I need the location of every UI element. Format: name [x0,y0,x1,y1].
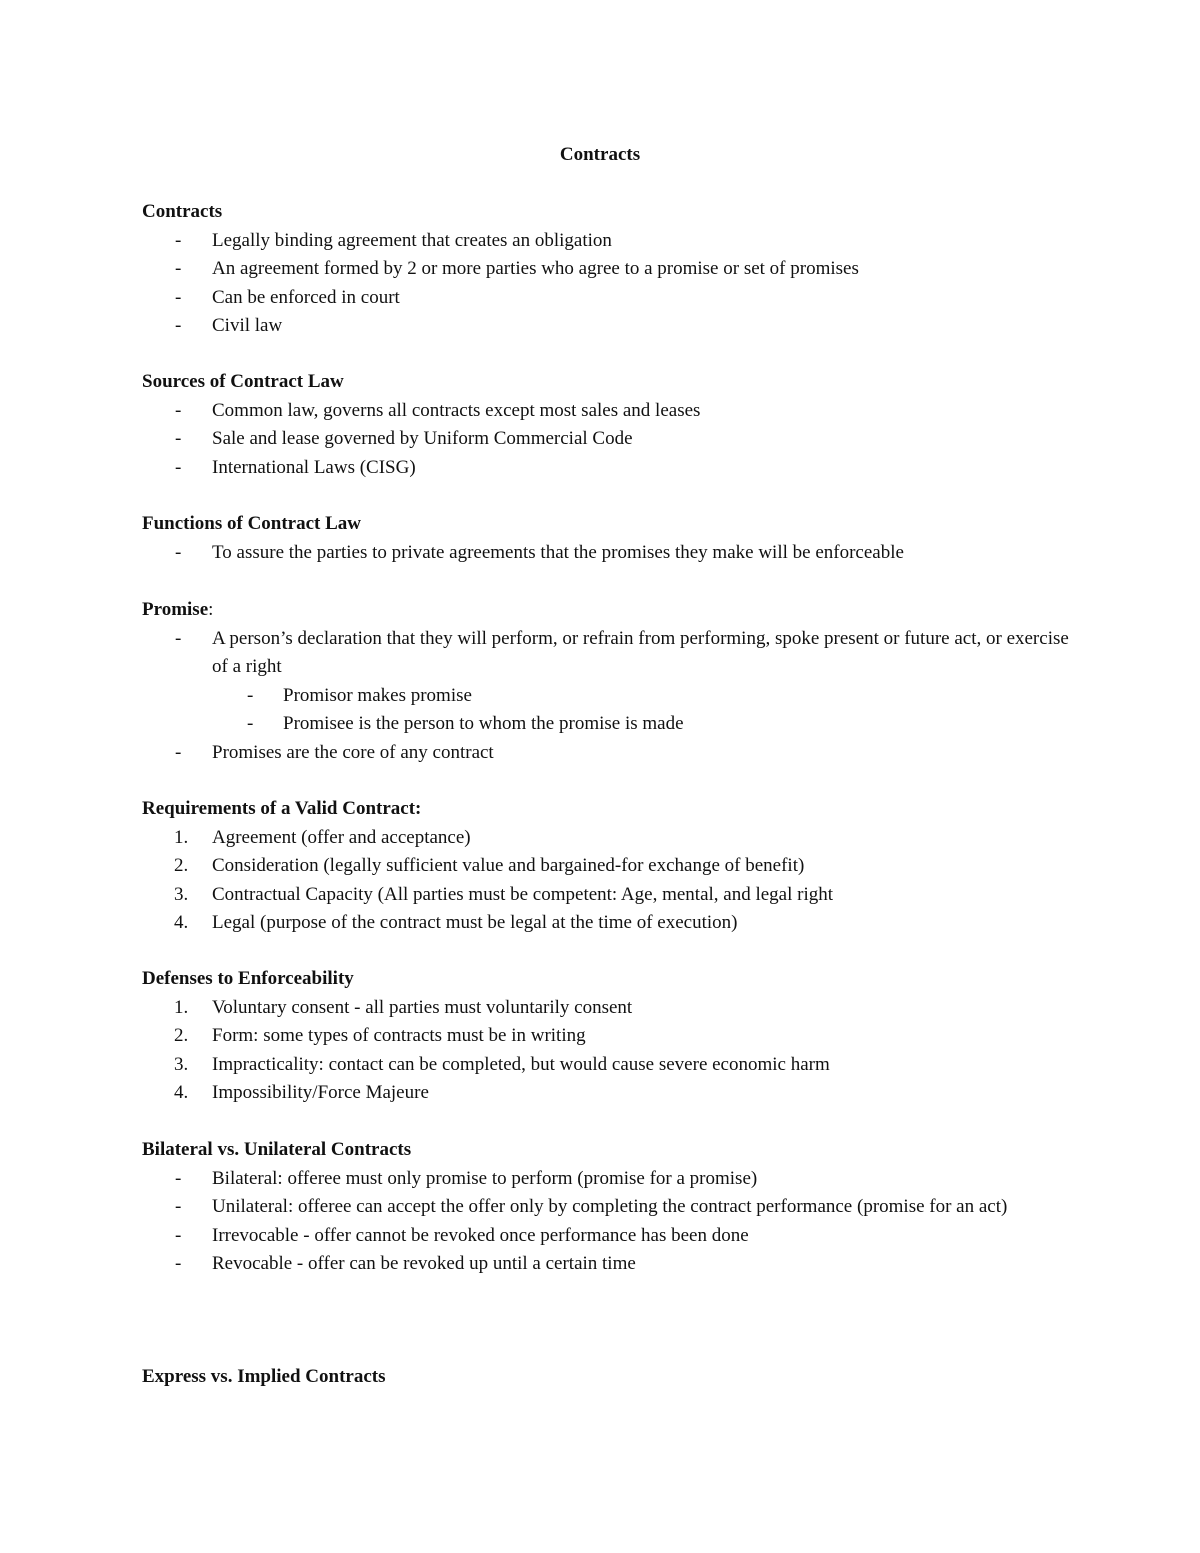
bullet-dash: - [247,713,254,734]
list-item [142,1222,1072,1251]
list-item [142,994,1072,1023]
list-item-text: Revocable - offer can be revoked up until a certain time [212,1253,636,1274]
bullet-dash: - [175,1196,182,1217]
list-item [142,255,1072,284]
list-item-text: Form: some types of contracts must be in writing [212,1025,586,1046]
bullet-dash: - [175,541,182,563]
section-heading: Express vs. Implied Contracts [142,1366,386,1387]
list-item-text: Irrevocable - offer cannot be revoked once performance has been done [212,1224,749,1246]
list-item [142,824,1072,853]
list-item-text: Legal (purpose of the contract must be legal at the time of execution) [212,912,738,933]
list-item [142,227,1072,256]
list-item-text: Civil law [212,315,283,336]
list-item-text: To assure the parties to private agreements that the promises they make will be enforceable [212,541,904,563]
section-heading-text: Promise [142,599,209,620]
list-item-text: Consideration (legally sufficient value and bargained-for exchange of benefit) [212,855,805,876]
section-defenses [142,965,1072,1108]
document-title: Contracts [559,144,641,165]
list-number: 1. [174,826,189,848]
list-item-text: Impracticality: contact can be completed, but would cause severe economic harm [212,1053,830,1075]
section-heading: Bilateral vs. Unilateral Contracts [142,1139,412,1160]
list-item [142,454,1072,483]
list-item [142,1250,1072,1279]
bullet-dash: - [175,315,182,336]
list-item-text: Unilateral: offeree can accept the offer only by completing the contract performance (promise for an act) [212,1196,1008,1217]
section-functions [142,510,1072,567]
list-item [142,312,1072,341]
list-item-text: Bilateral: offeree must only promise to perform (promise for a promise) [212,1167,758,1189]
sub-list-item [142,710,1072,739]
section-contracts [142,198,1072,341]
list-item-text: Common law, governs all contracts except most sales and leases [212,399,701,421]
list-number: 4. [174,912,189,933]
list-item [142,539,1072,568]
list-number: 3. [174,883,189,905]
bullet-dash: - [175,627,182,649]
list-item-text: Promisee is the person to whom the promise is made [283,713,684,734]
section-promise [142,596,1072,767]
list-item-text: Contractual Capacity (All parties must be competent: Age, mental, and legal right [212,883,834,905]
list-item-text: Sale and lease governed by Uniform Commercial Code [212,428,633,449]
list-item-text: Impossibility/Force Majeure [212,1082,429,1103]
bullet-dash: - [175,741,182,763]
list-number: 2. [174,1025,189,1046]
section-heading: Contracts [142,201,223,222]
list-number: 2. [174,855,189,876]
section-heading [142,596,1072,625]
list-item [142,909,1072,938]
list-item [142,739,1072,768]
list-item-text: An agreement formed by 2 or more parties who agree to a promise or set of promises [212,258,859,279]
bullet-dash: - [175,258,182,279]
list-item [142,1193,1072,1222]
list-item-text: A person’s declaration that they will perform, or refrain from performing, spoke present or future act, or exercise of a right [212,627,1069,677]
list-item-text: Promisor makes promise [283,684,472,706]
list-item-text: Voluntary consent - all parties must voluntarily consent [212,996,633,1018]
list-item [142,852,1072,881]
bullet-dash: - [175,286,182,308]
section-heading: Defenses to Enforceability [142,968,354,989]
list-item-text: Promises are the core of any contract [212,741,494,763]
bullet-dash: - [175,456,182,478]
list-item [142,1022,1072,1051]
bullet-dash: - [175,1253,182,1274]
list-number: 3. [174,1053,189,1075]
list-item [142,284,1072,313]
list-item [142,881,1072,910]
section-bilateral [142,1136,1072,1279]
bullet-dash: - [175,1224,182,1246]
list-item-text: Agreement (offer and acceptance) [212,826,471,848]
section-heading: Functions of Contract Law [142,513,362,534]
list-item [142,625,1072,682]
bullet-dash: - [175,428,182,449]
list-item [142,1079,1072,1108]
list-item [142,425,1072,454]
list-item-text: Can be enforced in court [212,286,400,308]
section-heading: Requirements of a Valid Contract: [142,798,422,819]
section-requirements [142,795,1072,938]
list-item-text: Legally binding agreement that creates an obligation [212,229,612,251]
section-heading: Sources of Contract Law [142,371,344,392]
section-heading-colon: : [208,599,214,620]
sub-list-item [142,682,1072,711]
list-item [142,397,1072,426]
list-number: 4. [174,1082,189,1103]
section-sources [142,368,1072,482]
bullet-dash: - [175,1167,182,1189]
list-number: 1. [174,996,189,1018]
list-item [142,1051,1072,1080]
bullet-dash: - [175,229,182,251]
section-express [142,1363,1072,1392]
bullet-dash: - [247,684,254,706]
list-item [142,1165,1072,1194]
bullet-dash: - [175,399,182,421]
list-item-text: International Laws (CISG) [212,456,416,478]
